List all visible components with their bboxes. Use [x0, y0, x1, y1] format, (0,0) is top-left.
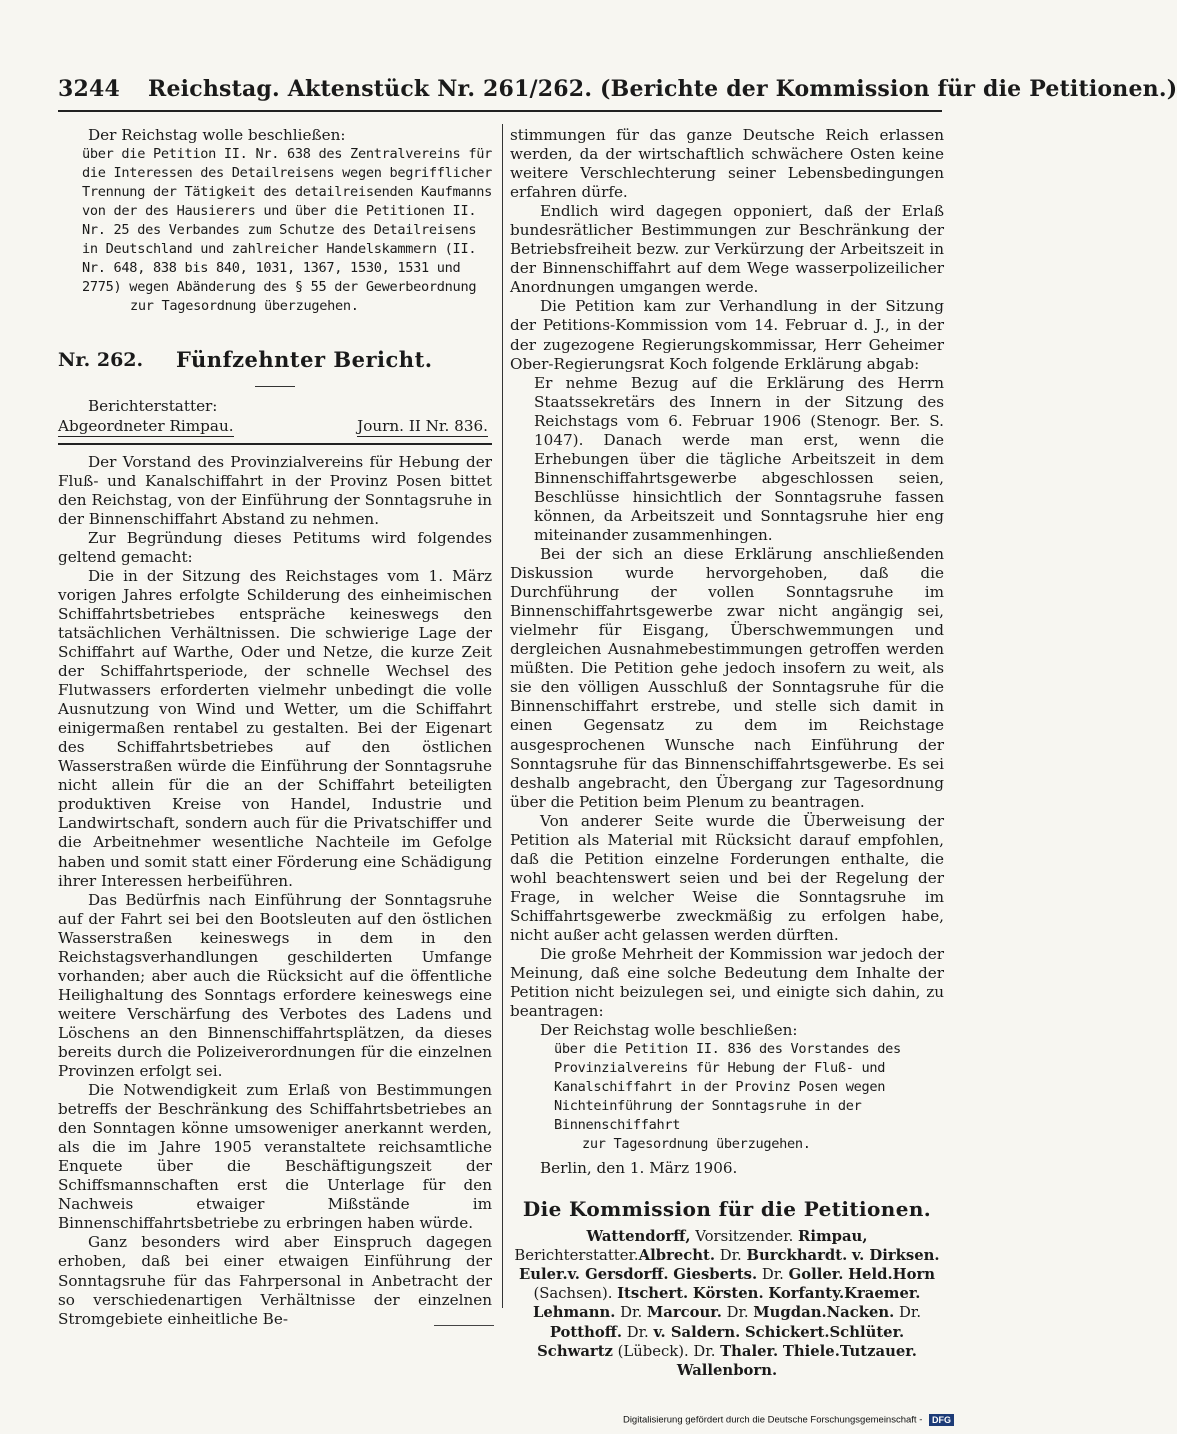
paragraph: Die in der Sitzung des Reichstages vom 1. März vorigen Jahres erfolgte Schilderung des einheimischen Schiffahrtsbetriebes entspräche keineswegs den tatsächlichen Verhältnissen. Die schwierige Lage der Schiffahrt auf Warthe, Oder und Netze, die kurze Zeit der Schiffahrtsperiode, der schnelle Wechsel des Flutwassers erforderten vielmehr unbedingt die volle Ausnutzung von Wind und Wetter, um die Schiffahrt einigermaßen rentabel zu gestalten. Bei der Eigenart des Schiffahrtsbetriebes auf den östlichen Wasserstraßen würde die Einführung der Sonntagsruhe nicht allein für die an der Schiffahrt beteiligten produktiven Kreise von Handel, Industrie und Landwirtschaft, sondern auch für die Privatschiffer und die Arbeitnehmer wesentliche Nachteile im Gefolge haben und somit statt einer Förderung eine Schädigung ihrer Interessen herbeiführen. — [58, 566, 492, 890]
member-role: (Sachsen). — [533, 1285, 618, 1303]
member-name: Marcour. — [646, 1304, 722, 1322]
section-heading — [58, 346, 492, 374]
member-name: Schwartz — [537, 1342, 613, 1360]
member-name: Mugdan. — [753, 1304, 827, 1322]
end-rule — [434, 1325, 494, 1326]
member-name: Korfanty. — [768, 1285, 845, 1303]
resolution-end: zur Tagesordnung überzugehen. — [130, 298, 359, 315]
member-name: Lehmann. — [532, 1304, 616, 1322]
place-date: Berlin, den 1. März 1906. — [540, 1158, 738, 1177]
member-name: Thaler. — [720, 1342, 779, 1360]
page-number: 3244 — [58, 76, 121, 102]
member-name: Wallenborn. — [676, 1362, 778, 1380]
member-name: v. Gersdorff. — [567, 1266, 669, 1284]
paragraph: Der Vorstand des Provinzialvereins für Hebung der Fluß- und Kanalschiffahrt in der Provinz Posen bittet den Reichstag, von der Einführung der Sonntagsruhe in der Binnenschiffahrt Abstand zu nehmen. — [58, 452, 492, 528]
quoted-statement: Er nehme Bezug auf die Erklärung des Herrn Staatssekretärs des Innern in der Sitzung des Reichstags vom 6. Februar 1906 (Stenogr. Ber. S. 1047). Danach werde man erst, wenn die Erhebungen über die tägliche Arbeitszeit in dem Binnenschiffahrtsgewerbe abgeschlossen seien, Beschlüsse hinsichtlich der Sonntagsruhe fassen können, da Arbeitszeit und Sonntagsruhe hier eng miteinander zusammenhingen. — [534, 373, 944, 544]
reporter-rule — [58, 443, 492, 445]
paragraph: Zur Begründung dieses Petitums wird folgendes geltend gemacht: — [58, 528, 492, 566]
paragraph: Das Bedürfnis nach Einführung der Sonntagsruhe auf der Fahrt sei bei den Bootsleuten auf den östlichen Wasserstraßen keineswegs in dem in den Reichstagsverhandlungen geschilderten Umfange vorhanden; aber auch die Rücksicht auf die öffentliche Heilighaltung des Sonntags erfordere keineswegs eine weitere Verschärfung des Verbotes des Ladens und Löschens an den Binnenschiffahrtsplätzen, da dieses bereits durch die Polizeiverordnungen für die einzelnen Provinzen erfolgt sei. — [58, 890, 492, 1081]
member-name: Nacken. — [826, 1304, 895, 1322]
paragraph: Bei der sich an diese Erklärung anschließenden Diskussion wurde hervorgehoben, daß die Durchführung der vollen Sonntagsruhe im Binnenschiffahrtsgewerbe zwar nicht angängig sei, vielmehr für Eisgang, Überschwemmungen und dergleichen Ausnahmebestimmungen getroffen werden müßten. Die Petition gehe jedoch insofern zu weit, als sie den völligen Ausschluß der Sonntagsruhe für die Binnenschiffahrt erstrebe, und stelle sich damit in einen Gegensatz zu dem im Reichstage ausgesprochenen Wunsche nach Einführung der Sonntagsruhe für das Binnenschiffahrtsgewerbe. Es sei deshalb angebracht, den Übergang zur Tagesordnung über die Petition beim Plenum zu beantragen. — [510, 545, 944, 811]
member-name: Held. — [848, 1266, 893, 1284]
member-name: v. Dirksen. — [851, 1246, 940, 1264]
section-title: Fünfzehnter Bericht. — [176, 347, 433, 373]
member-name: Potthoff. — [549, 1323, 623, 1341]
member-role: Dr. — [615, 1304, 647, 1322]
paragraph: stimmungen für das ganze Deutsche Reich erlassen werden, da der wirtschaftlich schwächere Osten keine weitere Verschlechterung seiner Lebensbedingungen erfahren dürfe. — [510, 126, 944, 202]
member-name: v. Saldern. — [653, 1323, 741, 1341]
member-role: Berichterstatter. — [514, 1246, 639, 1264]
member-name: Giesberts. — [673, 1266, 758, 1284]
member-role: Dr. — [757, 1266, 789, 1284]
member-name: Schlüter. — [829, 1323, 905, 1341]
member-name: Rimpau, — [798, 1227, 868, 1245]
reporter-name: Abgeordneter Rimpau. — [58, 417, 234, 437]
member-role: Dr. — [715, 1246, 747, 1264]
member-name: Thiele. — [782, 1342, 840, 1360]
member-name: Tutzauer. — [839, 1342, 917, 1360]
member-name: Albrecht. — [638, 1246, 716, 1264]
heading-rule — [255, 386, 295, 387]
reporter-row — [58, 417, 492, 437]
reporter-label: Berichterstatter: — [88, 397, 218, 416]
member-name: Schickert. — [744, 1323, 830, 1341]
right-column — [510, 126, 944, 1380]
page-header — [58, 74, 1177, 112]
motion-line: Der Reichstag wolle beschließen: — [540, 1021, 798, 1040]
member-role: Dr. — [721, 1304, 754, 1322]
running-title: Reichstag. Aktenstück Nr. 261/262. (Berichte der Kommission für die Petitionen.) — [148, 76, 1177, 102]
resolution-text: über die Petition II. 836 des Vorstandes des Provinzialvereins für Hebung der Fluß- und Kanalschiffahrt in der Provinz Posen wegen Nichteinführung der Sonntagsruhe in der Binnenschiffahrt — [554, 1041, 901, 1134]
member-name: Horn — [892, 1266, 935, 1284]
footer — [574, 1414, 954, 1428]
member-name: Wattendorff, — [586, 1227, 691, 1245]
member-role: (Lübeck). Dr. — [612, 1342, 721, 1360]
motion-line: Der Reichstag wolle beschließen: — [88, 126, 346, 144]
paragraph: Die Notwendigkeit zum Erlaß von Bestimmungen betreffs der Beschränkung des Schiffahrtsbetriebes an den Sonntagen könne umsoweniger anerkannt werden, als die im Jahre 1905 veranstaltete reichsamtliche Enquete über die Beschäftigungszeit der Schiffsmannschaften erst die Unterlage für den Nachweis etwaiger Mißstände im Binnenschiffahrtsbetriebe zu erbringen haben würde. — [58, 1081, 492, 1233]
paragraph: Ganz besonders wird aber Einspruch dagegen erhoben, daß bei einer etwaigen Einführung der Sonntagsruhe für das Fahrpersonal in Anbetracht der so verschiedenartigen Verhältnisse der einzelnen Stromgebiete einheitliche Be- — [58, 1233, 492, 1328]
paragraph: Endlich wird dagegen opponiert, daß der Erlaß bundesrätlicher Bestimmungen zur Beschränkung der Betriebsfreiheit bezw. zur Verkürzung der Arbeitszeit in der Binnenschiffahrt auf dem Wege wasserpolizeilicher Anordnungen umgangen werde. — [510, 202, 944, 297]
member-name: Goller. — [788, 1266, 844, 1284]
column-divider — [502, 124, 503, 1308]
footer-text: Digitalisierung gefördert durch die Deutsche Forschungsgemeinschaft - — [622, 1414, 923, 1426]
dfg-logo-icon: DFG — [929, 1414, 954, 1426]
paragraph: Die große Mehrheit der Kommission war jedoch der Meinung, daß eine solche Bedeutung dem Inhalte der Petition nicht beizulegen sei, und einigte sich dahin, zu beantragen: — [510, 945, 944, 1021]
section-number: Nr. 262. — [58, 349, 144, 372]
paragraph: Die Petition kam zur Verhandlung in der Sitzung der Petitions-Kommission vom 14. Februar d. J., in der der zugezogene Regierungskommissar, Herr Geheimer Ober-Regierungsrat Koch folgende Erklärung abgab: — [510, 297, 944, 373]
member-name: Kraemer. — [844, 1285, 921, 1303]
left-column — [58, 126, 492, 1329]
paragraph: Von anderer Seite wurde die Überweisung der Petition als Material mit Rücksicht darauf empfohlen, daß die Petition einzelne Forderungen enthalte, die wohl beachtenswert seien und bei der Regelung der Frage, in welcher Weise die Sonntagsruhe im Schiffahrtsgewerbe zweckmäßig zu erfolgen habe, nicht außer acht gelassen werden dürften. — [510, 811, 944, 944]
resolution-text: über die Petition II. Nr. 638 des Zentralvereins für die Interessen des Detailreisens wegen begrifflicher Trennung der Tätigkeit des detailreisenden Kaufmanns von der des Hausierers und über die Petitionen II. Nr. 25 des Verbandes zum Schutze des Detailreisens in Deutschland und zahlreicher Handelskammern (II. Nr. 648, 838 bis 840, 1031, 1367, 1530, 1531 und 2775) wegen Abänderung des § 55 der Gewerbeordnung — [82, 146, 492, 296]
member-role: Dr. — [894, 1304, 922, 1322]
member-name: Itschert. — [617, 1285, 689, 1303]
member-name: Burckhardt. — [746, 1246, 848, 1264]
member-role: Vorsitzender. — [690, 1227, 799, 1245]
journal-reference: Journ. II Nr. 836. — [357, 417, 488, 437]
member-name: Körsten. — [692, 1285, 764, 1303]
member-role: Dr. — [622, 1323, 654, 1341]
commission-title: Die Kommission für die Petitionen. — [522, 1196, 932, 1221]
member-name: Euler. — [518, 1266, 568, 1284]
resolution-end: zur Tagesordnung überzugehen. — [582, 1136, 811, 1153]
member-list — [510, 1227, 944, 1381]
